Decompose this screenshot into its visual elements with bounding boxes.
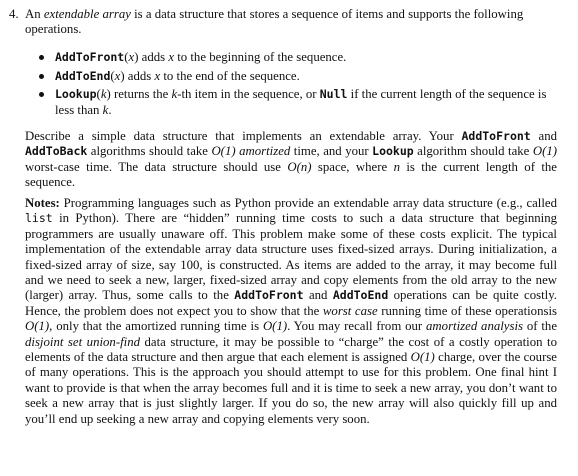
operation-arg: x	[128, 50, 135, 64]
intro-suffix: is a data structure that stores a sequence of items and supports the following operations.	[25, 7, 524, 37]
operation-item: Lookup(k) returns the k-th item in the sequence, or Null if the current length of the sequence is less than k.	[25, 87, 557, 118]
operation-arg: k	[100, 87, 107, 102]
code-addtoend: AddToEnd	[332, 288, 389, 303]
operation-name: Lookup	[55, 87, 97, 102]
math-o1: O(1)	[410, 350, 435, 365]
math-o1: O(1)	[262, 319, 288, 334]
intro-prefix: An	[25, 7, 44, 21]
notes-label: Notes:	[25, 196, 60, 210]
problem-number: 4.	[9, 7, 19, 21]
code-addtofront: AddToFront	[234, 288, 304, 303]
problem-intro	[25, 7, 557, 38]
operation-name: AddToEnd	[55, 68, 111, 83]
code-list: list	[25, 211, 53, 226]
math-o1: O(1)	[211, 144, 236, 159]
task-description: Describe a simple data structure that implements an extendable array. Your AddToFront and AddToBack algorithms should take O(1) amortized time, and your Lookup algorithm should take O(1) worst-case time. The data structure should use O(n) space, where n is the current length of the sequence.	[25, 129, 557, 190]
code-addtofront: AddToFront	[461, 129, 531, 143]
amortized-analysis-term: amortized analysis	[426, 319, 524, 334]
math-n: n	[393, 159, 400, 174]
amortized-term: amortized	[239, 144, 291, 159]
operations-list	[25, 50, 557, 121]
math-on: O(n)	[287, 159, 312, 174]
operation-item: AddToFront(x) adds x to the beginning of the sequence.	[25, 50, 557, 65]
null-keyword: Null	[319, 87, 348, 102]
operation-name: AddToFront	[55, 50, 125, 64]
math-o1: O(1)	[25, 319, 50, 334]
code-addtoback: AddToBack	[25, 144, 88, 159]
disjoint-set-term: disjoint set union-find	[25, 334, 140, 349]
operation-arg: x	[114, 68, 121, 83]
code-lookup: Lookup	[372, 144, 414, 159]
intro-term: extendable array	[43, 7, 131, 21]
notes-paragraph: Notes: Programming languages such as Python provide an extendable array data structure (e.g., called list in Python). There are “hidden” running time costs to such a data structure that beginning programmers are usually unaware off. This problem make some of these costs explicit. The typical implementation of the extendable array data structure uses fixed-sized arrays. During initialization, a fixed-sized array of size, say 100, is constructed. As items are added to the array, it may become full and we need to seek a new, larger, fixed-sized array and copy elements from the old array to the new (larger) array. Thus, some calls to the AddToFront and AddToEnd operations can be quite costly. Hence, the problem does not expect you to show that the worst case running time of these operationsis O(1), only that the amortized running time is O(1). You may recall from our amortized analysis of the disjoint set union-find data structure, it may be possible to “charge” the cost of a costly operation to elements of the data structure and then argue that each element is assigned O(1) charge, over the course of many operations. This is the approach you should attempt to use for this problem. One final hint I want to provide is that when the array becomes full and it is time to seek a new array, you don’t want to seek a new array that is just slightly larger. If you do so, the new array will also quickly fill up and you’ll end up seeking a new array and copying elements very soon.	[25, 196, 557, 426]
worst-case-term: worst case	[322, 303, 378, 318]
operation-item: AddToEnd(x) adds x to the end of the sequence.	[25, 69, 557, 84]
math-o1: O(1)	[532, 144, 557, 159]
